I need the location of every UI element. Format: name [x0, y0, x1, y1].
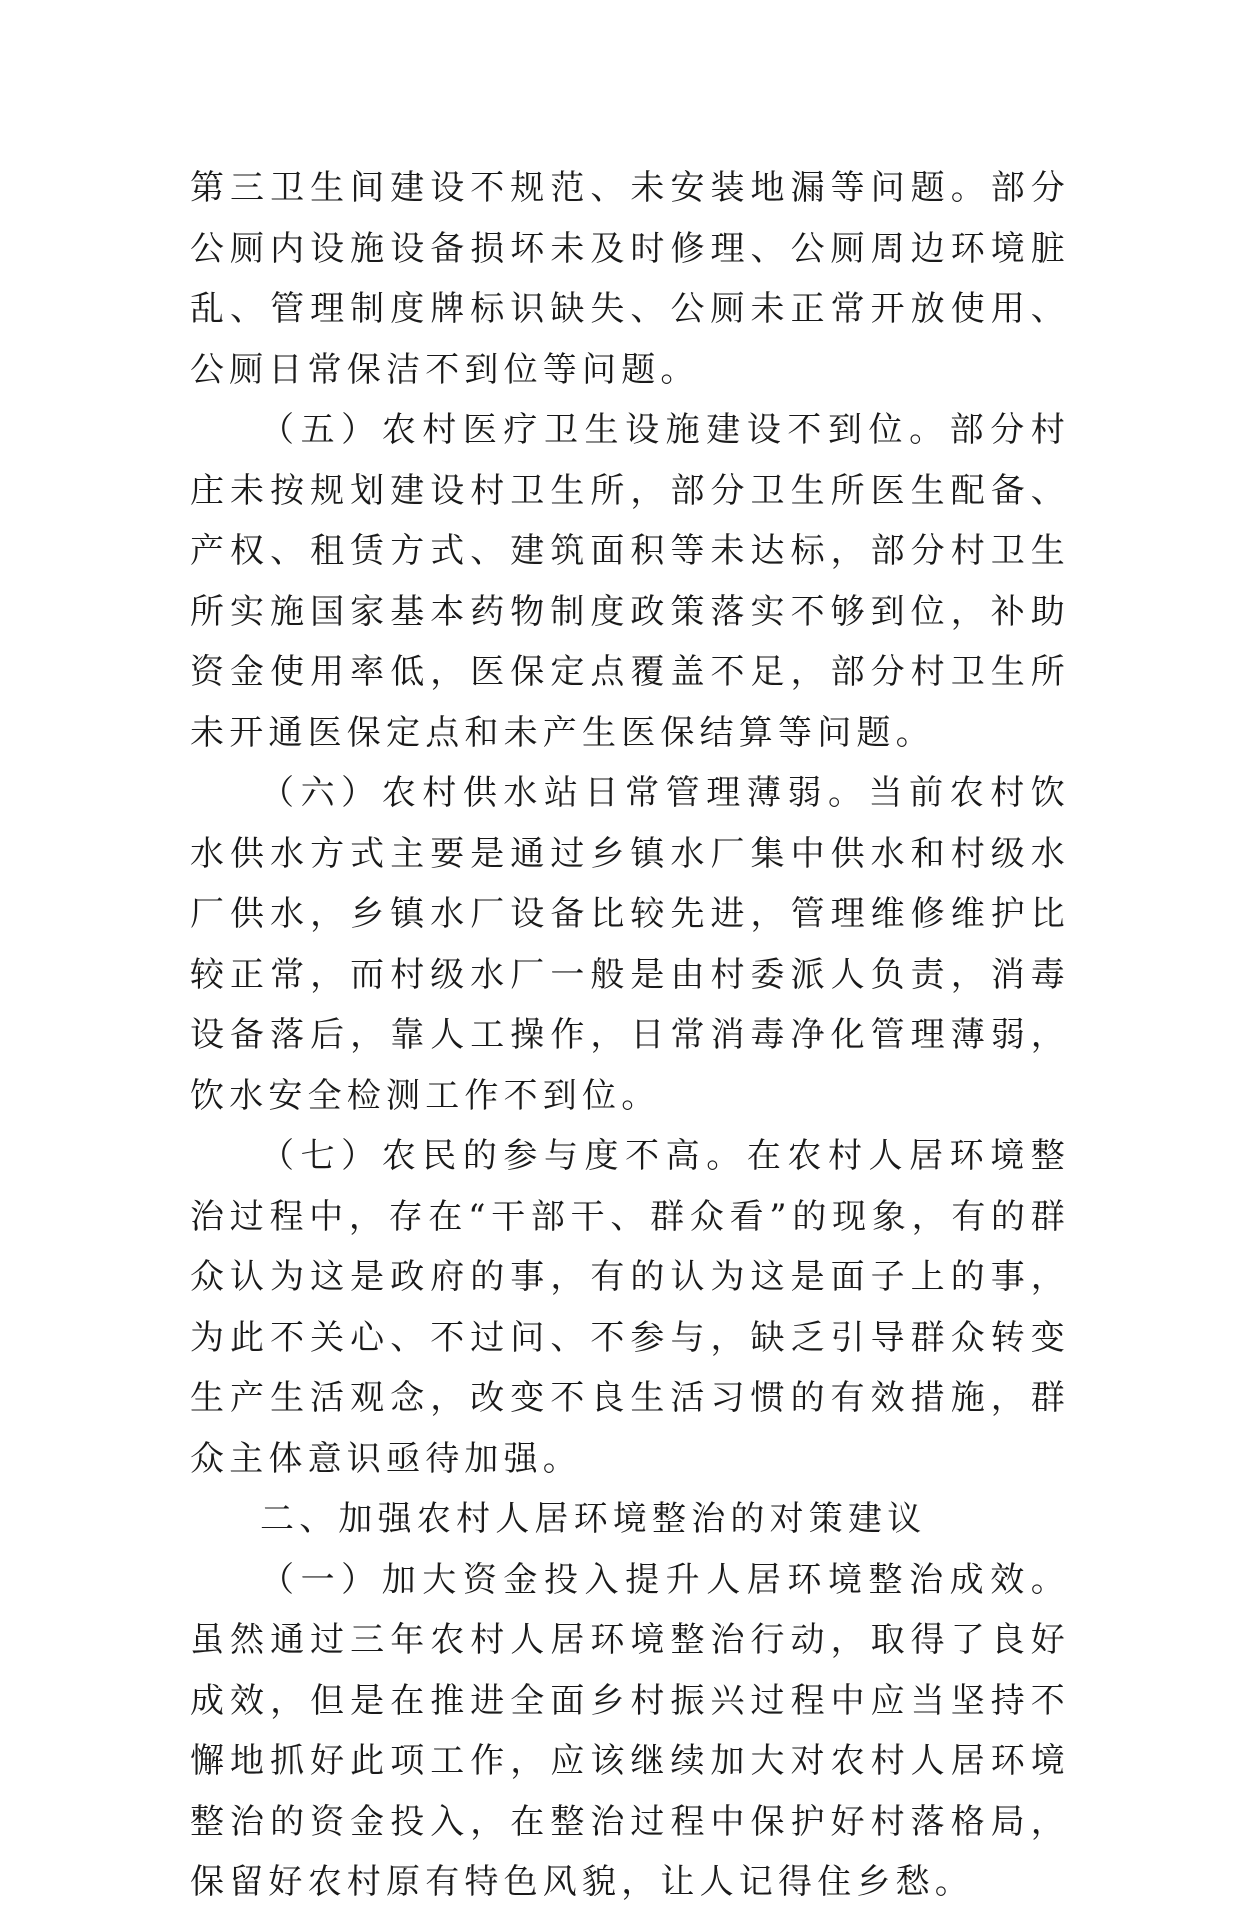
paragraph-continuation-toilets: 第三卫生间建设不规范、未安装地漏等问题。部分公厕内设施设备损坏未及时修理、公厕周边环境脏乱、管理制度牌标识缺失、公厕未正常开放使用、公厕日常保洁不到位等问题。 [190, 168, 1070, 390]
document-body [190, 158, 1070, 1913]
paragraph-funding-investment: （一）加大资金投入提升人居环境整治成效。虽然通过三年农村人居环境整治行动，取得了良好成效，但是在推进全面乡村振兴过程中应当坚持不懈地抓好此项工作，应该继续加大对农村人居环境整治的资金投入，在整治过程中保护好村落格局，保留好农村原有特色风貌，让人记得住乡愁。 [190, 1559, 1070, 1902]
section-heading: 二、加强农村人居环境整治的对策建议 [260, 1499, 927, 1539]
paragraph-medical-facilities: （五）农村医疗卫生设施建设不到位。部分村庄未按规划建设村卫生所，部分卫生所医生配备、产权、租赁方式、建筑面积等未达标，部分村卫生所实施国家基本药物制度政策落实不够到位，补助资金使用率低，医保定点覆盖不足，部分村卫生所未开通医保定点和未产生医保结算等问题。 [190, 410, 1070, 753]
paragraph-water-supply: （六）农村供水站日常管理薄弱。当前农村饮水供水方式主要是通过乡镇水厂集中供水和村级水厂供水，乡镇水厂设备比较先进，管理维修维护比较正常，而村级水厂一般是由村委派人负责，消毒设备落后，靠人工操作，日常消毒净化管理薄弱，饮水安全检测工作不到位。 [190, 773, 1070, 1116]
paragraph-farmer-participation: （七）农民的参与度不高。在农村人居环境整治过程中，存在“干部干、群众看”的现象，有的群众认为这是政府的事，有的认为这是面子上的事，为此不关心、不过问、不参与，缺乏引导群众转变生产生活观念，改变不良生活习惯的有效措施，群众主体意识亟待加强。 [190, 1136, 1070, 1479]
